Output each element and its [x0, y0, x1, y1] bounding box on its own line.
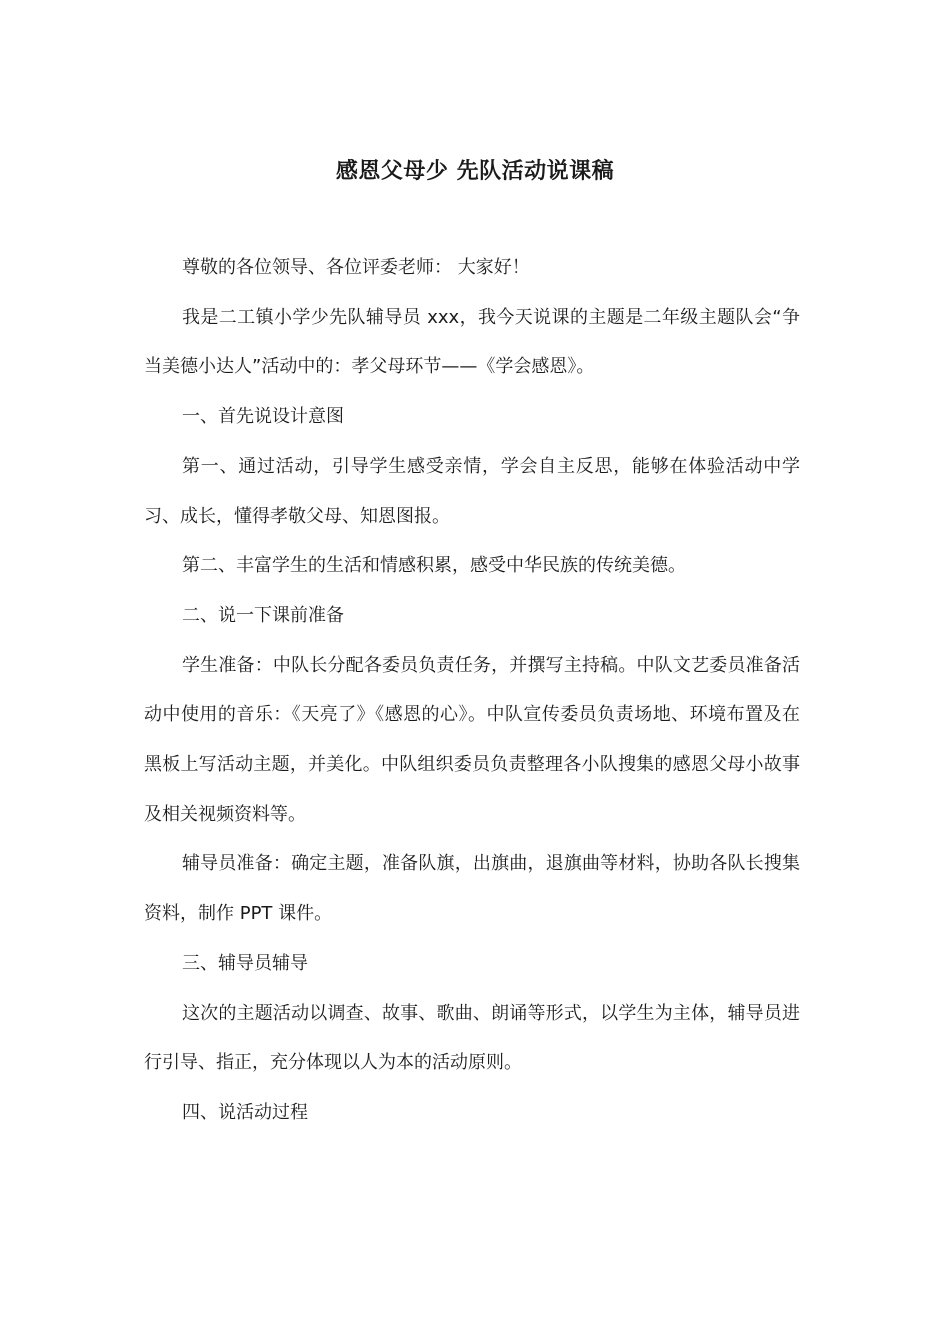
paragraph-introduction: 我是二工镇小学少先队辅导员 xxx，我今天说课的主题是二年级主题队会“争当美德小达人”活动中的：孝父母环节——《学会感恩》。 [144, 306, 800, 378]
section-heading-guidance: 三、辅导员辅导 [182, 952, 308, 974]
paragraph-guidance: 这次的主题活动以调查、故事、歌曲、朗诵等形式，以学生为主体，辅导员进行引导、指正，充分体现以人为本的活动原则。 [144, 1002, 800, 1074]
document-title: 感恩父母少 先队活动说课稿 [335, 159, 615, 184]
paragraph-student-preparation: 学生准备：中队长分配各委员负责任务，并撰写主持稿。中队文艺委员准备活动中使用的音乐：《天亮了》《感恩的心》。中队宣传委员负责场地、环境布置及在黑板上写活动主题，并美化。中队组织委员负责整理各小队搜集的感恩父母小故事及相关视频资料等。 [144, 654, 800, 825]
section-heading-design-intent: 一、首先说设计意图 [182, 406, 344, 428]
section-heading-preparation: 二、说一下课前准备 [182, 604, 344, 626]
paragraph-intent-second: 第二、丰富学生的生活和情感积累，感受中华民族的传统美德。 [182, 555, 686, 577]
document-body [144, 243, 800, 1138]
paragraph-counselor-preparation: 辅导员准备：确定主题，准备队旗，出旗曲，退旗曲等材料，协助各队长搜集资料，制作 PPT 课件。 [144, 853, 800, 925]
section-heading-activity-process: 四、说活动过程 [182, 1101, 308, 1123]
paragraph-greeting: 尊敬的各位领导、各位评委老师： 大家好！ [182, 257, 530, 278]
paragraph-intent-first: 第一、通过活动，引导学生感受亲情，学会自主反思，能够在体验活动中学习、成长，懂得孝敬父母、知恩图报。 [144, 455, 800, 527]
